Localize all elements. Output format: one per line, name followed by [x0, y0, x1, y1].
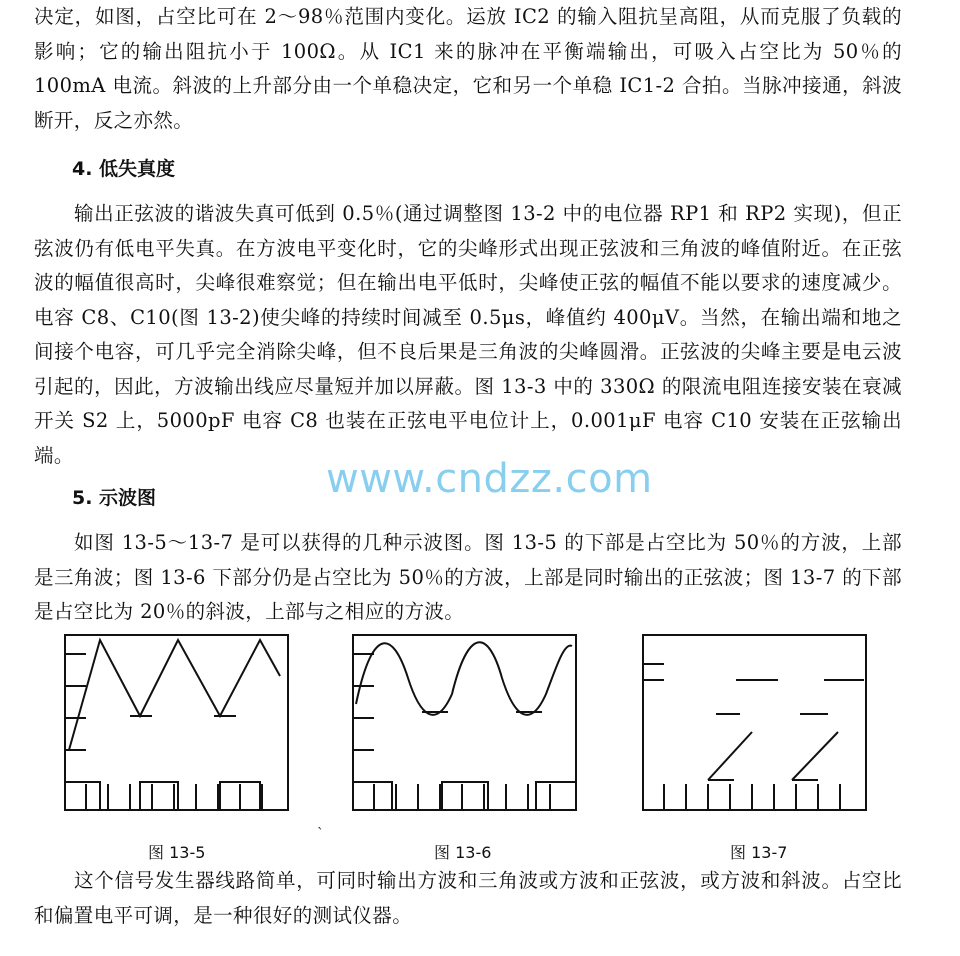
figure-13-6 — [352, 634, 578, 812]
square-wave — [65, 782, 288, 810]
section-heading-oscillograms: 5. 示波图 — [72, 487, 157, 509]
sine-wave — [356, 642, 572, 715]
ramp-wave — [708, 732, 838, 780]
watermark: www.cndzz.com — [326, 456, 653, 502]
scope-ticks — [353, 654, 550, 810]
figure-caption-13-6: 图 13-6 — [434, 843, 492, 862]
figure-caption-13-7: 图 13-7 — [730, 843, 788, 862]
figure-caption-13-5: 图 13-5 — [148, 843, 206, 862]
scope-frame — [353, 635, 576, 810]
paragraph-oscillograms: 如图 13-5～13-7 是可以获得的几种示波图。图 13-5 的下部是占空比为 50％的方波，上部是三角波；图 13-6 下部分仍是占空比为 50％的方波，上部是同时输出的正弦波；图 13-7 的下部是占空比为 20％的斜波，上部与之相应的方波。 — [34, 531, 902, 623]
paragraph-continued: 决定，如图，占空比可在 2～98％范围内变化。运放 IC2 的输入阻抗呈高阻，从而克服了负载的影响；它的输出阻抗小于 100Ω。从 IC1 来的脉冲在平衡端输出，可吸入占空比为 50％的 100mA 电流。斜波的上升部分由一个单稳决定，它和另一个单稳 IC1-2 合拍。当脉冲接通，斜波断开，反之亦然。 — [34, 5, 902, 132]
oscillogram-sine-square — [352, 634, 578, 812]
scope-frame — [65, 635, 288, 810]
figure-13-7 — [642, 634, 868, 812]
square-wave-upper — [716, 680, 864, 714]
oscillogram-ramp-square — [642, 634, 868, 812]
figure-13-5 — [64, 634, 290, 812]
section-heading-low-distortion: 4. 低失真度 — [72, 158, 176, 180]
scope-ticks — [643, 664, 840, 810]
oscillogram-triangle-square — [64, 634, 290, 812]
paragraph-low-distortion: 输出正弦波的谐波失真可低到 0.5％(通过调整图 13-2 中的电位器 RP1 和 RP2 实现)，但正弦波仍有低电平失真。在方波电平变化时，它的尖峰形式出现正弦波和三角波的峰值附近。在正弦波的幅值很高时，尖峰很难察觉；但在输出电平低时，尖峰使正弦的幅值不能以要求的速度减少。电容 C8、C10(图 13-2)使尖峰的持续时间减至 0.5μs，峰值约 400μV。当然，在输出端和地之间接个电容，可几乎完全消除尖峰，但不良后果是三角波的尖峰圆滑。正弦波的尖峰主要是电云波引起的，因此，方波输出线应尽量短并加以屏蔽。图 13-3 中的 330Ω 的限流电阻连接安装在衰减开关 S2 上，5000pF 电容 C8 也装在正弦电平电位计上，0.001μF 电容 C10 安装在正弦输出端。 — [34, 202, 902, 467]
stray-mark: ` — [317, 826, 324, 842]
scope-frame — [643, 635, 866, 810]
scope-ticks — [65, 654, 262, 810]
square-wave — [353, 782, 576, 810]
paragraph-conclusion: 这个信号发生器线路简单，可同时输出方波和三角波或方波和正弦波，或方波和斜波。占空比和偏置电平可调，是一种很好的测试仪器。 — [34, 869, 902, 927]
triangle-wave — [69, 640, 280, 750]
